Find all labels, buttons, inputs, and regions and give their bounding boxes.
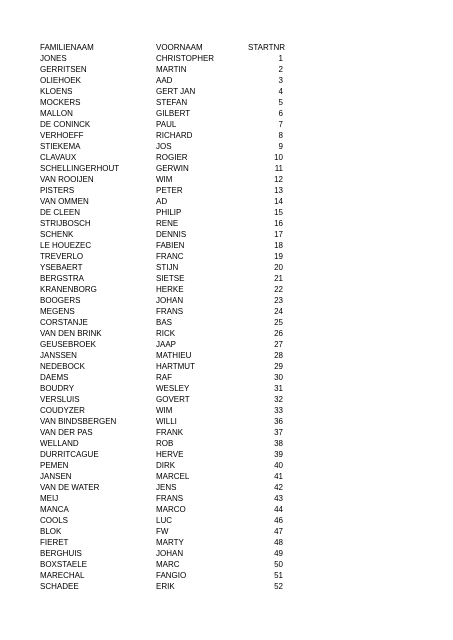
table-row bbox=[40, 570, 283, 581]
table-row bbox=[40, 141, 283, 152]
cell-startnr: 33 bbox=[274, 406, 283, 415]
cell-startnr: 51 bbox=[274, 571, 283, 580]
table-row bbox=[40, 328, 283, 339]
cell-startnr: 17 bbox=[274, 230, 283, 239]
header-row bbox=[40, 42, 286, 53]
cell-voornaam: GERT JAN bbox=[156, 87, 196, 96]
cell-startnr: 42 bbox=[274, 483, 283, 492]
table-row bbox=[40, 64, 283, 75]
cell-familienaam: COOLS bbox=[40, 516, 69, 525]
cell-familienaam: WELLAND bbox=[40, 439, 79, 448]
cell-familienaam: VERHOEFF bbox=[40, 131, 84, 140]
table-row bbox=[40, 416, 283, 427]
table-row bbox=[40, 218, 283, 229]
table-row bbox=[40, 405, 283, 416]
cell-voornaam: JAAP bbox=[156, 340, 177, 349]
cell-familienaam: GEUSEBROEK bbox=[40, 340, 97, 349]
cell-voornaam: MARC bbox=[156, 560, 180, 569]
cell-voornaam: MARTY bbox=[156, 538, 184, 547]
table-row bbox=[40, 273, 283, 284]
cell-voornaam: FRANS bbox=[156, 494, 184, 503]
table-row bbox=[40, 581, 283, 592]
cell-familienaam: YSEBAERT bbox=[40, 263, 83, 272]
cell-familienaam: JONES bbox=[40, 54, 67, 63]
table-row bbox=[40, 119, 283, 130]
cell-familienaam: JANSEN bbox=[40, 472, 72, 481]
table-row bbox=[40, 449, 283, 460]
cell-voornaam: GOVERT bbox=[156, 395, 190, 404]
cell-voornaam: ROB bbox=[156, 439, 174, 448]
table-row bbox=[40, 86, 283, 97]
cell-familienaam: VAN ROOIJEN bbox=[40, 175, 94, 184]
cell-familienaam: MALLON bbox=[40, 109, 73, 118]
cell-familienaam: MANCA bbox=[40, 505, 69, 514]
cell-familienaam: SCHELLINGERHOUT bbox=[40, 164, 120, 173]
cell-startnr: 1 bbox=[278, 54, 283, 63]
table-row bbox=[40, 482, 283, 493]
cell-startnr: 9 bbox=[278, 142, 283, 151]
cell-voornaam: RICK bbox=[156, 329, 176, 338]
table-row bbox=[40, 108, 283, 119]
cell-familienaam: VAN DER PAS bbox=[40, 428, 93, 437]
cell-voornaam: HERVE bbox=[156, 450, 184, 459]
cell-startnr: 27 bbox=[274, 340, 283, 349]
cell-startnr: 29 bbox=[274, 362, 283, 371]
cell-startnr: 30 bbox=[274, 373, 283, 382]
cell-startnr: 37 bbox=[274, 428, 283, 437]
table-body bbox=[40, 53, 283, 592]
cell-startnr: 11 bbox=[274, 164, 283, 173]
table-row bbox=[40, 75, 283, 86]
cell-voornaam: MARTIN bbox=[156, 65, 187, 74]
table-row bbox=[40, 350, 283, 361]
cell-startnr: 22 bbox=[274, 285, 283, 294]
cell-familienaam: GERRITSEN bbox=[40, 65, 87, 74]
cell-familienaam: VAN DEN BRINK bbox=[40, 329, 102, 338]
cell-voornaam: BAS bbox=[156, 318, 173, 327]
cell-familienaam: MEIJ bbox=[40, 494, 59, 503]
cell-familienaam: DAEMS bbox=[40, 373, 69, 382]
cell-familienaam: LE HOUEZEC bbox=[40, 241, 92, 250]
cell-voornaam: CHRISTOPHER bbox=[156, 54, 215, 63]
cell-familienaam: STIEKEMA bbox=[40, 142, 81, 151]
cell-startnr: 47 bbox=[274, 527, 283, 536]
cell-startnr: 2 bbox=[278, 65, 283, 74]
cell-startnr: 38 bbox=[274, 439, 283, 448]
table-row bbox=[40, 284, 283, 295]
cell-voornaam: PAUL bbox=[156, 120, 177, 129]
table-row bbox=[40, 207, 283, 218]
cell-familienaam: NEDEBOCK bbox=[40, 362, 85, 371]
cell-voornaam: STEFAN bbox=[156, 98, 188, 107]
cell-familienaam: KLOENS bbox=[40, 87, 73, 96]
cell-familienaam: PEMEN bbox=[40, 461, 69, 470]
cell-voornaam: JOHAN bbox=[156, 549, 184, 558]
cell-familienaam: DE CONINCK bbox=[40, 120, 91, 129]
cell-familienaam: DURRITCAGUE bbox=[40, 450, 99, 459]
cell-startnr: 8 bbox=[278, 131, 283, 140]
cell-voornaam: FRANS bbox=[156, 307, 184, 316]
table-row bbox=[40, 229, 283, 240]
table-row bbox=[40, 53, 283, 64]
cell-voornaam: ROGIER bbox=[156, 153, 188, 162]
table-row bbox=[40, 383, 283, 394]
cell-voornaam: STIJN bbox=[156, 263, 179, 272]
cell-startnr: 16 bbox=[274, 219, 283, 228]
cell-familienaam: BERGHUIS bbox=[40, 549, 82, 558]
cell-voornaam: GILBERT bbox=[156, 109, 191, 118]
cell-voornaam: PHILIP bbox=[156, 208, 182, 217]
cell-voornaam: FABIEN bbox=[156, 241, 185, 250]
cell-voornaam: JENS bbox=[156, 483, 177, 492]
header-startnr: STARTNR bbox=[248, 43, 286, 52]
table-row bbox=[40, 295, 283, 306]
cell-voornaam: WIM bbox=[156, 406, 173, 415]
cell-voornaam: MARCEL bbox=[156, 472, 190, 481]
table-row bbox=[40, 152, 283, 163]
cell-voornaam: MARCO bbox=[156, 505, 186, 514]
cell-familienaam: BOXSTAELE bbox=[40, 560, 87, 569]
cell-startnr: 14 bbox=[274, 197, 283, 206]
cell-familienaam: TREVERLO bbox=[40, 252, 84, 261]
cell-startnr: 18 bbox=[274, 241, 283, 250]
cell-startnr: 13 bbox=[274, 186, 283, 195]
cell-familienaam: VAN OMMEN bbox=[40, 197, 89, 206]
table-row bbox=[40, 515, 283, 526]
start-list-table bbox=[40, 42, 286, 592]
cell-startnr: 32 bbox=[274, 395, 283, 404]
cell-familienaam: DE CLEEN bbox=[40, 208, 81, 217]
cell-startnr: 15 bbox=[274, 208, 283, 217]
table-row bbox=[40, 372, 283, 383]
table-row bbox=[40, 163, 283, 174]
table-row bbox=[40, 185, 283, 196]
cell-familienaam: KRANENBORG bbox=[40, 285, 97, 294]
cell-startnr: 41 bbox=[274, 472, 283, 481]
cell-startnr: 26 bbox=[274, 329, 283, 338]
table-row bbox=[40, 427, 283, 438]
cell-startnr: 44 bbox=[274, 505, 283, 514]
header-familienaam: FAMILIENAAM bbox=[40, 43, 94, 52]
cell-voornaam: DENNIS bbox=[156, 230, 187, 239]
cell-startnr: 5 bbox=[278, 98, 283, 107]
cell-familienaam: OLIEHOEK bbox=[40, 76, 81, 85]
table-row bbox=[40, 460, 283, 471]
cell-voornaam: HERKE bbox=[156, 285, 184, 294]
cell-startnr: 49 bbox=[274, 549, 283, 558]
cell-voornaam: HARTMUT bbox=[156, 362, 195, 371]
cell-startnr: 52 bbox=[274, 582, 283, 591]
cell-voornaam: FW bbox=[156, 527, 169, 536]
cell-voornaam: LUC bbox=[156, 516, 173, 525]
cell-voornaam: RENE bbox=[156, 219, 179, 228]
table-row bbox=[40, 471, 283, 482]
table-row bbox=[40, 493, 283, 504]
cell-familienaam: STRIJBOSCH bbox=[40, 219, 91, 228]
table-row bbox=[40, 559, 283, 570]
cell-startnr: 10 bbox=[274, 153, 283, 162]
table-row bbox=[40, 174, 283, 185]
cell-familienaam: MOCKERS bbox=[40, 98, 81, 107]
cell-startnr: 19 bbox=[274, 252, 283, 261]
cell-voornaam: JOHAN bbox=[156, 296, 184, 305]
cell-voornaam: WILLI bbox=[156, 417, 177, 426]
table-row bbox=[40, 251, 283, 262]
table-row bbox=[40, 361, 283, 372]
cell-startnr: 39 bbox=[274, 450, 283, 459]
cell-voornaam: ERIK bbox=[156, 582, 175, 591]
cell-startnr: 6 bbox=[278, 109, 283, 118]
cell-startnr: 21 bbox=[274, 274, 283, 283]
cell-voornaam: JOS bbox=[156, 142, 172, 151]
table-row bbox=[40, 306, 283, 317]
cell-startnr: 12 bbox=[274, 175, 283, 184]
table-row bbox=[40, 130, 283, 141]
cell-startnr: 7 bbox=[278, 120, 283, 129]
table-row bbox=[40, 438, 283, 449]
table-row bbox=[40, 317, 283, 328]
table-row bbox=[40, 504, 283, 515]
cell-voornaam: WESLEY bbox=[156, 384, 190, 393]
cell-voornaam: FANGIO bbox=[156, 571, 187, 580]
cell-startnr: 3 bbox=[278, 76, 283, 85]
cell-familienaam: VERSLUIS bbox=[40, 395, 80, 404]
cell-familienaam: JANSSEN bbox=[40, 351, 77, 360]
cell-startnr: 43 bbox=[274, 494, 283, 503]
cell-voornaam: GERWIN bbox=[156, 164, 189, 173]
cell-voornaam: AAD bbox=[156, 76, 173, 85]
cell-familienaam: BERGSTRA bbox=[40, 274, 85, 283]
cell-startnr: 48 bbox=[274, 538, 283, 547]
cell-familienaam: COUDYZER bbox=[40, 406, 85, 415]
cell-startnr: 31 bbox=[274, 384, 283, 393]
cell-startnr: 46 bbox=[274, 516, 283, 525]
table-row bbox=[40, 526, 283, 537]
cell-voornaam: WIM bbox=[156, 175, 173, 184]
table-row bbox=[40, 548, 283, 559]
table-row bbox=[40, 240, 283, 251]
cell-voornaam: FRANC bbox=[156, 252, 184, 261]
table-row bbox=[40, 537, 283, 548]
cell-startnr: 20 bbox=[274, 263, 283, 272]
cell-startnr: 28 bbox=[274, 351, 283, 360]
cell-familienaam: VAN BINDSBERGEN bbox=[40, 417, 117, 426]
cell-voornaam: DIRK bbox=[156, 461, 176, 470]
cell-familienaam: VAN DE WATER bbox=[40, 483, 100, 492]
cell-startnr: 23 bbox=[274, 296, 283, 305]
table-row bbox=[40, 97, 283, 108]
cell-voornaam: MATHIEU bbox=[156, 351, 192, 360]
cell-startnr: 4 bbox=[278, 87, 283, 96]
cell-startnr: 25 bbox=[274, 318, 283, 327]
cell-familienaam: BOOGERS bbox=[40, 296, 81, 305]
cell-familienaam: PISTERS bbox=[40, 186, 75, 195]
cell-familienaam: BLOK bbox=[40, 527, 62, 536]
table-row bbox=[40, 339, 283, 350]
cell-voornaam: PETER bbox=[156, 186, 183, 195]
cell-familienaam: SCHENK bbox=[40, 230, 74, 239]
cell-familienaam: MEGENS bbox=[40, 307, 75, 316]
cell-familienaam: MARECHAL bbox=[40, 571, 85, 580]
cell-startnr: 50 bbox=[274, 560, 283, 569]
cell-voornaam: RAF bbox=[156, 373, 172, 382]
table-row bbox=[40, 196, 283, 207]
cell-voornaam: AD bbox=[156, 197, 168, 206]
cell-startnr: 40 bbox=[274, 461, 283, 470]
cell-startnr: 24 bbox=[274, 307, 283, 316]
cell-voornaam: SIETSE bbox=[156, 274, 185, 283]
cell-voornaam: FRANK bbox=[156, 428, 184, 437]
cell-familienaam: BOUDRY bbox=[40, 384, 75, 393]
cell-familienaam: CORSTANJE bbox=[40, 318, 88, 327]
cell-familienaam: SCHADEE bbox=[40, 582, 79, 591]
header-voornaam: VOORNAAM bbox=[156, 43, 203, 52]
cell-familienaam: CLAVAUX bbox=[40, 153, 77, 162]
table-row bbox=[40, 262, 283, 273]
cell-voornaam: RICHARD bbox=[156, 131, 193, 140]
table-row bbox=[40, 394, 283, 405]
cell-startnr: 36 bbox=[274, 417, 283, 426]
cell-familienaam: FIERET bbox=[40, 538, 69, 547]
